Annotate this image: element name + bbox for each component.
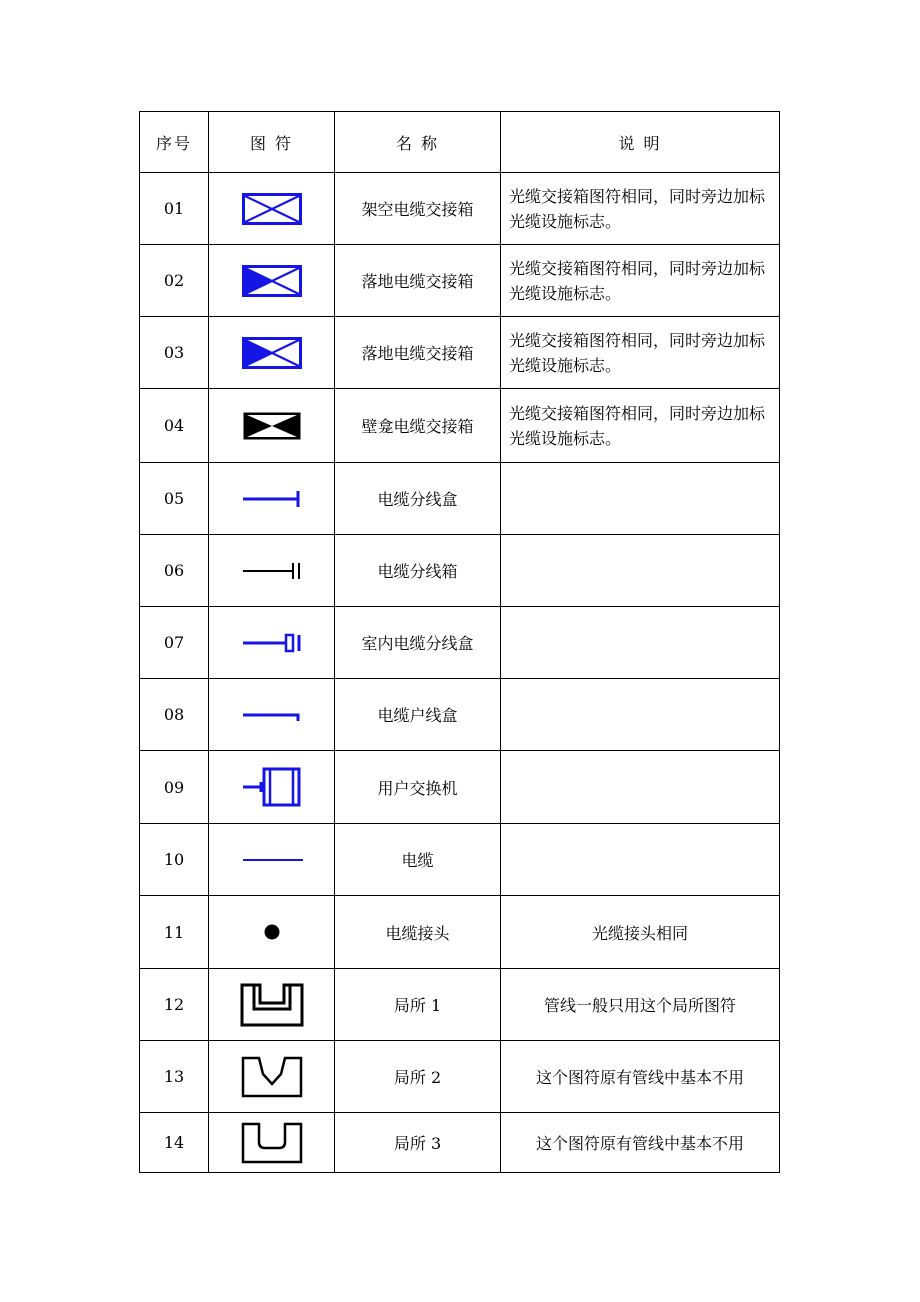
row-seq: 05: [140, 463, 209, 535]
row-name: 局所 1: [335, 969, 501, 1041]
table-row: [140, 535, 780, 607]
cable-distribution-box-icon: [209, 463, 335, 535]
table-row: [140, 245, 780, 317]
row-seq: 13: [140, 1041, 209, 1113]
table-row: [140, 824, 780, 896]
wall-niche-cable-cross-box-icon: [209, 389, 335, 463]
row-desc: 管线一般只用这个局所图符: [501, 969, 780, 1041]
row-seq: 07: [140, 607, 209, 679]
cable-line-icon: [209, 824, 335, 896]
table-row: [140, 751, 780, 824]
row-seq: 11: [140, 896, 209, 969]
row-name: 架空电缆交接箱: [335, 173, 501, 245]
row-seq: 03: [140, 317, 209, 389]
subscriber-exchange-icon: [209, 751, 335, 824]
row-seq: 01: [140, 173, 209, 245]
row-desc: 这个图符原有管线中基本不用: [501, 1113, 780, 1173]
row-seq: 04: [140, 389, 209, 463]
row-seq: 10: [140, 824, 209, 896]
header-name: 名 称: [335, 112, 501, 173]
row-desc: 光缆交接箱图符相同，同时旁边加标光缆设施标志。: [501, 245, 780, 317]
row-name: 落地电缆交接箱: [335, 245, 501, 317]
row-name: 用户交换机: [335, 751, 501, 824]
row-name: 电缆户线盒: [335, 679, 501, 751]
row-desc: [501, 751, 780, 824]
row-seq: 06: [140, 535, 209, 607]
row-seq: 09: [140, 751, 209, 824]
row-desc: [501, 535, 780, 607]
row-seq: 14: [140, 1113, 209, 1173]
row-seq: 12: [140, 969, 209, 1041]
cable-subscriber-box-icon: [209, 679, 335, 751]
table-row: [140, 173, 780, 245]
row-name: 壁龛电缆交接箱: [335, 389, 501, 463]
header-symbol: 图 符: [209, 112, 335, 173]
row-name: 电缆接头: [335, 896, 501, 969]
row-seq: 08: [140, 679, 209, 751]
floor-cable-cross-box-icon-alt: [209, 317, 335, 389]
table-row: [140, 896, 780, 969]
row-desc: [501, 607, 780, 679]
row-desc: [501, 824, 780, 896]
row-name: 落地电缆交接箱: [335, 317, 501, 389]
row-desc: [501, 463, 780, 535]
row-name: 局所 3: [335, 1113, 501, 1173]
row-desc: 光缆交接箱图符相同，同时旁边加标光缆设施标志。: [501, 389, 780, 463]
header-seq: 序号: [140, 112, 209, 173]
cable-joint-icon: [209, 896, 335, 969]
table-row: [140, 1041, 780, 1113]
central-office-2-icon: [209, 1041, 335, 1113]
symbol-table: [139, 111, 780, 1173]
row-desc: 光缆交接箱图符相同，同时旁边加标光缆设施标志。: [501, 173, 780, 245]
aerial-cable-cross-box-icon: [209, 173, 335, 245]
table-row: [140, 463, 780, 535]
table-row: [140, 969, 780, 1041]
row-name: 局所 2: [335, 1041, 501, 1113]
row-desc: 这个图符原有管线中基本不用: [501, 1041, 780, 1113]
central-office-1-icon: [209, 969, 335, 1041]
row-desc: 光缆接头相同: [501, 896, 780, 969]
header-row: [140, 112, 780, 173]
row-seq: 02: [140, 245, 209, 317]
row-name: 电缆分线箱: [335, 535, 501, 607]
table-row: [140, 607, 780, 679]
row-desc: 光缆交接箱图符相同，同时旁边加标光缆设施标志。: [501, 317, 780, 389]
cable-distribution-cabinet-icon: [209, 535, 335, 607]
floor-cable-cross-box-icon: [209, 245, 335, 317]
header-desc: 说 明: [501, 112, 780, 173]
table-row: [140, 1113, 780, 1173]
row-name: 电缆: [335, 824, 501, 896]
table-row: [140, 389, 780, 463]
row-desc: [501, 679, 780, 751]
indoor-cable-distribution-box-icon: [209, 607, 335, 679]
row-name: 电缆分线盒: [335, 463, 501, 535]
central-office-3-icon: [209, 1113, 335, 1173]
table-row: [140, 317, 780, 389]
row-name: 室内电缆分线盒: [335, 607, 501, 679]
table-row: [140, 679, 780, 751]
